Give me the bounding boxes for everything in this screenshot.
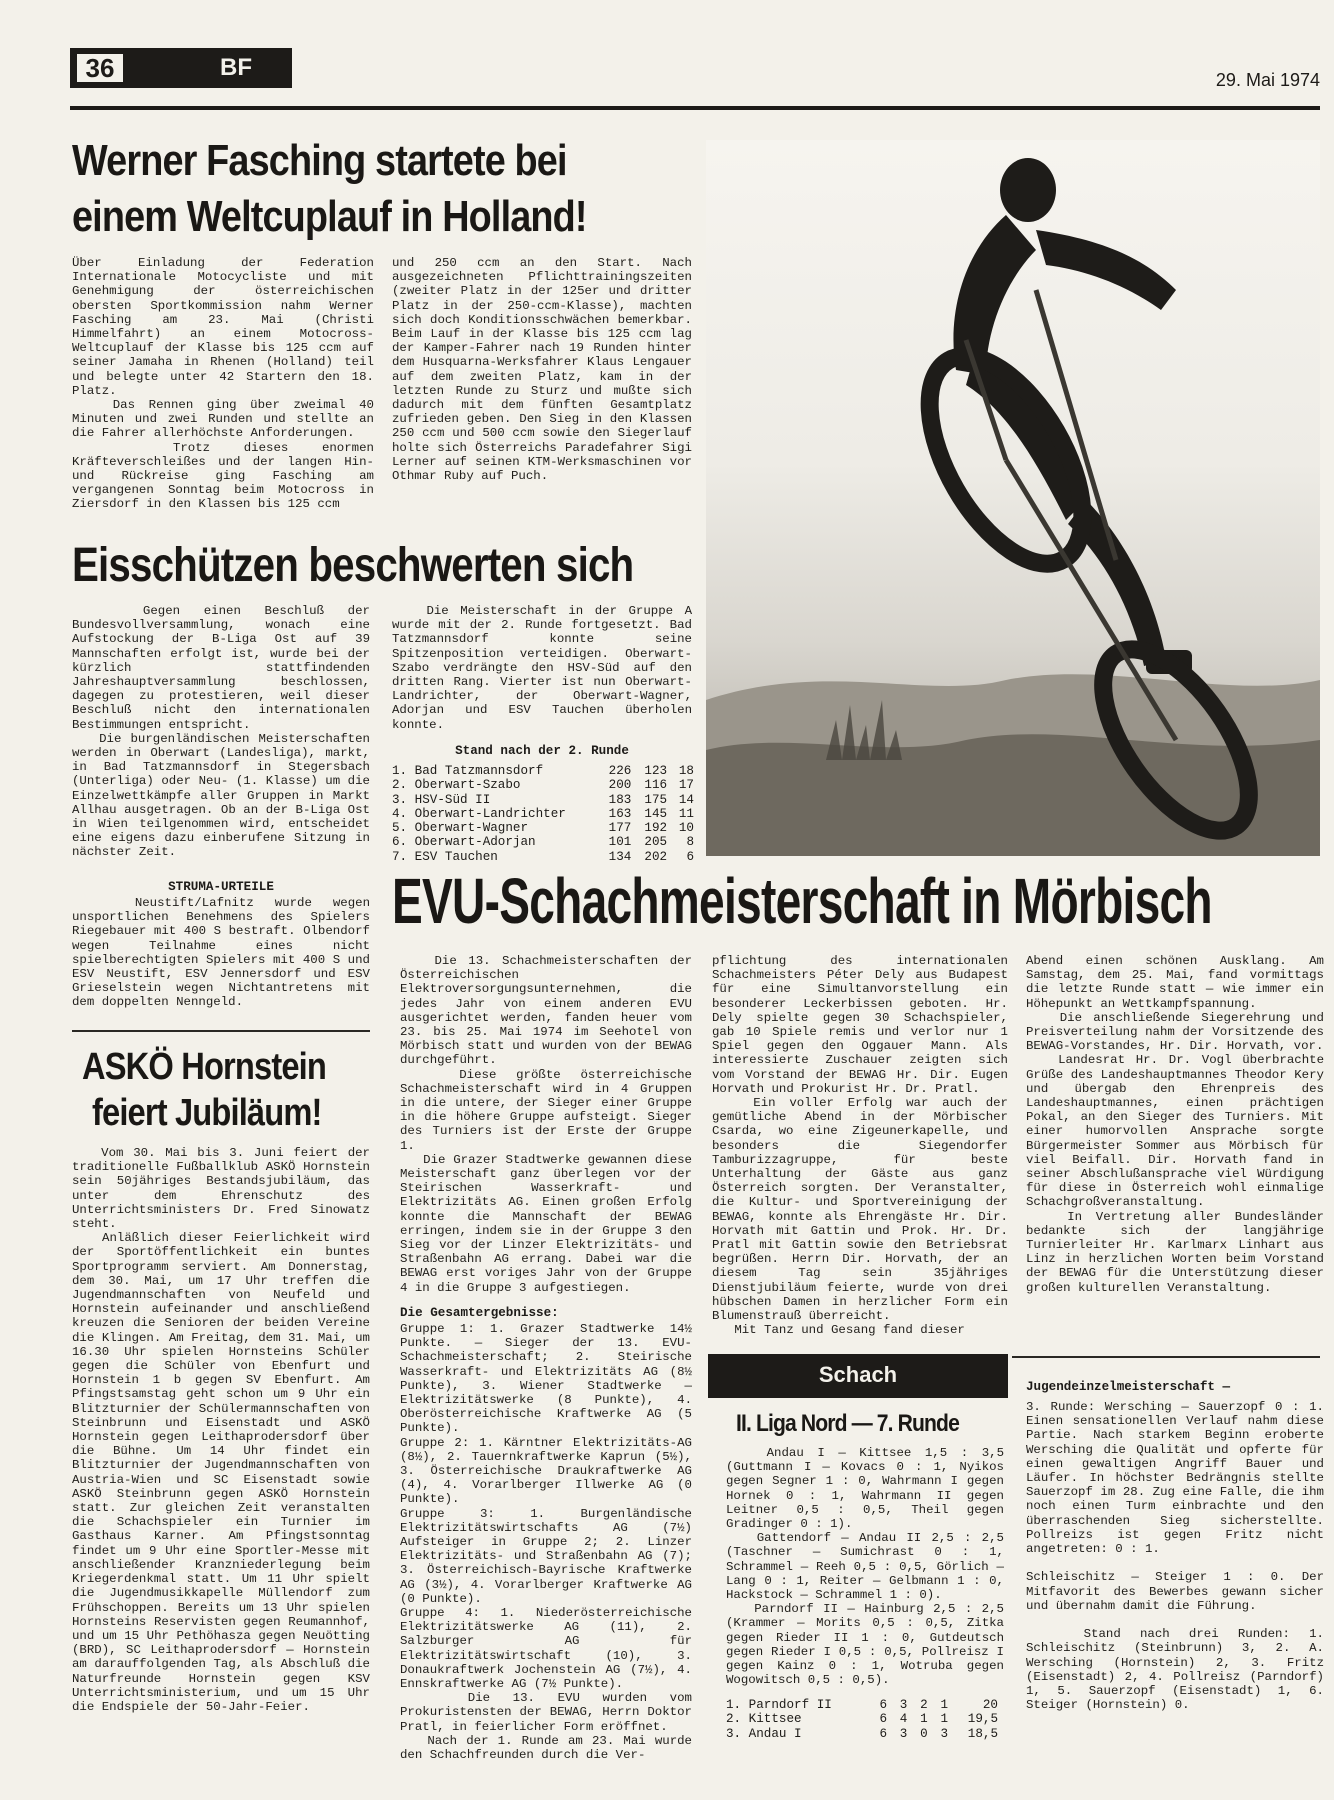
schach-label: Schach: [818, 1362, 898, 1387]
score-cell: 1: [940, 1698, 949, 1712]
team-name: 4. Oberwart-Landrichter: [392, 806, 566, 821]
table-row: [722, 1712, 1002, 1726]
team-name: 1. Parndorf II: [726, 1698, 832, 1712]
evu-headline: EVU-Schachmeisterschaft in Mörbisch: [392, 865, 1212, 937]
team-name: 7. ESV Tauchen: [392, 849, 498, 864]
fasching-col1: Über Einladung der Federation Internationale Motocycliste und mit Genehmigung der österreichischen obersten Sportkommission nahm Werner Fasching am 23. Mai (Christi Himmelfahrt) an einem Motocross-Weltcuplauf der Klasse bis 125 ccm auf seiner Jamaha in Rhenen (Holland) teil und belegte unter 42 Startern den 18. Platz. Das Rennen ging über zweimal 40 Minuten und zwei Runden und stellte an die Fahrer allerhöchste Anforderungen. Trotz dieses enormen Kräfteverschleißes und der langen Hin- und Rückreise ging Fasching am vergangenen Sonntag beim Motocross in Ziersdorf in den Klassen bis 125 ccm: [72, 256, 374, 512]
table-row: [722, 1727, 1002, 1741]
score-cell: 2: [920, 1698, 928, 1712]
askoe-text: Vom 30. Mai bis 3. Juni feiert der traditionelle Fußballklub ASKÖ Hornstein sein 50jähriges Bestandsjubiläum, das unter dem Ehrenschutz des Unterrichtsministers Dr. Fred Sinowatz steht. Anläßlich dieser Feierlichkeit wird der Sportöffentlichkeit ein buntes Sportprogramm serviert. Am Donnerstag, dem 30. Mai, um 17 Uhr treffen die Jugendmannschaften von Neufeld und Hornstein aufeinander und anschließend kreuzen die Senioren der beiden Vereine die Klingen. Am Freitag, dem 31. Mai, um 16.30 Uhr spielen Hornsteins Schüler gegen die Schüler von Ebenfurt und Hornstein 1 b gegen SV Ebenfurt. Am Pfingstsamstag geht schon um 9 Uhr ein Blitzturnier der Schülermannschaften von Steinbrunn und Eisenstadt und ASKÖ Hornstein gegen Leithaprodersdorf über die Bühne. Um 14 Uhr findet ein Blitzturnier der Jugendmannschaften von Austria-Wien und SC Eisenstadt sowie ASKÖ Steinbrunn gegen ASKÖ Hornstein statt. Zur gleichen Zeit veranstalten die Schachspieler ein Turnier im Gasthaus Karner. Am Pfingstsonntag findet um 9 Uhr eine Sportler-Messe mit anschließender Kranzniederlegung beim Kriegerdenkmal statt. Um 11 Uhr spielt die Jugendmusikkapelle Müllendorf zum Frühschoppen. Bereits um 13 Uhr spielen Hornsteins Reservisten gegen Reumannhof, und um 15 Uhr Pethöhasza gegen Neuötting (BRD), SC Leithaprodersdorf — Hornstein am darauffolgenden Tag, als Abschluß die Naturfreunde Hornstein gegen KSV Unterrichtsministerium, und um 15 Uhr die Endspiele der 50-Jahr-Feier.: [72, 1146, 370, 1714]
schach-text: Andau I — Kittsee 1,5 : 3,5 (Guttmann I — Kovacs 0 : 1, Nyikos gegen Segner 1 : 0, Wahrmann I gegen Hornek 0 : 1, Wahrmann II gegen Leitner 0,5 : 0,5, Theil gegen Gradinger 0 : 1). Gattendorf — Andau II 2,5 : 2,5 (Taschner — Sumichrast 0 : 1, Schrammel — Reeh 0,5 : 0,5, Görlich — Lang 0 : 1, Reiter — Gelbmann 1 : 0, Hackstock — Schrammel 1 : 0). Parndorf II — Hainburg 2,5 : 2,5 (Krammer — Morits 0,5 : 0,5, Zitka gegen Rieder II 1 : 0, Gutdeutsch gegen Rieder I 0,5 : 0,5, Pollreisz I gegen Kainz 0 : 1, Wotruba gegen Wogowitsch 0,5 : 0,5).: [726, 1446, 1005, 1688]
jugend-text: 3. Runde: Wersching — Sauerzopf 0 : 1. Einen sensationellen Verlauf nahm diese Partie. Nach starkem Beginn eroberte Wersching die Qualität und opferte für einen gewaltigen Angriff Bauer und Läufer. In höchster Bedrängnis stellte Sauerzopf im 28. Zug eine Falle, die ihm noch einen Turm einbrachte und den überraschenden Sieg sicherstellte. Pollreizs ist gegen Fritz nicht angetreten: 0 : 1. Schleischitz — Steiger 1 : 0. Der Mitfavorit des Bewerbes gewann sicher und übernahm damit die Führung. Stand nach drei Runden: 1. Schleischitz (Steinbrunn) 3, 2. A. Wersching (Hornstein) 2, 3. Fritz (Eisenstadt) 2, 4. Pollreisz (Parndorf) 1, 5. Sauerzopf (Eisenstadt) 1, 6. Steiger (Hornstein) 0.: [1026, 1400, 1324, 1713]
team-name: 2. Oberwart-Szabo: [392, 778, 521, 793]
score-cell: 8: [686, 835, 694, 850]
askoe-headline-1: ASKÖ Hornstein: [82, 1046, 326, 1088]
schach-label-bar: [708, 1354, 1008, 1398]
askoe-headline-2: feiert Jubiläum!: [92, 1092, 322, 1134]
score-cell: 6: [879, 1726, 888, 1741]
struma-subhead: STRUMA-URTEILE: [168, 880, 274, 894]
fasching-col2: und 250 ccm an den Start. Nach ausgezeichneten Pflichttrainingszeiten (zweiter Platz in der 125er und dritter Platz in der 250-ccm-Klasse), machten sich doch Konditionsschwächen bemerkbar. Beim Lauf in der Klasse bis 125 ccm lag der Kamper-Fahrer nach 19 Runden hinter dem Husquarna-Werksfahrer Klaus Lengauer auf dem zweiten Platz, kam in der letzten Runde zu Sturz und mußte sich dadurch mit dem fünften Gesamtplatz zufrieden geben. Den Sieg in den Klassen 250 ccm und 500 ccm sowie den Siegerlauf holte sich Österreichs Paradefahrer Sigi Lerner auf seinen KTM-Werksmaschinen vor Othmar Ruby auf Puch.: [392, 256, 700, 484]
score-cell: 6: [879, 1698, 888, 1712]
score-cell: 10: [678, 821, 694, 836]
schach-box: [708, 1354, 1008, 1760]
score-cell: 202: [644, 849, 668, 864]
score-cell: 123: [644, 764, 668, 778]
team-name: 3. Andau I: [726, 1726, 802, 1741]
score-cell: 18,5: [967, 1726, 998, 1741]
motocross-photo: [706, 140, 1320, 856]
score-cell: 192: [644, 821, 668, 836]
team-name: 5. Oberwart-Wagner: [392, 821, 529, 836]
table-row: [388, 850, 698, 864]
score-cell: 101: [608, 835, 632, 850]
score-cell: 145: [644, 806, 668, 821]
team-name: 2. Kittsee: [726, 1712, 802, 1727]
fasching-headline-2: einem Weltcuplauf in Holland!: [72, 192, 587, 241]
score-cell: 0: [920, 1726, 928, 1741]
table-row: [388, 807, 698, 821]
score-cell: 183: [608, 792, 632, 807]
table-row: [388, 821, 698, 835]
evu-results-head: Die Gesamtergebnisse:: [400, 1306, 559, 1320]
team-name: 6. Oberwart-Adorjan: [392, 835, 536, 850]
score-cell: 1: [920, 1712, 928, 1727]
score-cell: 4: [899, 1712, 908, 1727]
evu-col1: Die 13. Schachmeisterschaften der Österreichischen Elektroversorgungsunternehmen, die jedes Jahr von einem anderen EVU ausgerichtet werden, fanden heuer vom 23. bis 25. Mai 1974 im Seehotel von Mörbisch statt und wurden von der BEWAG durchgeführt. Diese größte österreichische Schachmeisterschaft wird in 4 Gruppen in die untere, der Sieger einer Gruppe in die höhere Gruppe aufsteigt. Sieger des Turniers ist der Erste der Gruppe 1. Die Grazer Stadtwerke gewannen diese Meisterschaft ganz überlegen vor der Steirischen Wasserkraft- und Elektrizitäts AG. Einen großen Erfolg konnte die Mannschaft der BEWAG erringen, indem sie in der Gruppe 3 den Sieg vor der Linzer Elektrizitäts- und Straßenbahn AG errang. Dabei war die BEWAG erst voriges Jahr von der Gruppe 4 in die Gruppe 3 aufgestiegen.: [400, 954, 692, 1295]
team-name: 3. HSV-Süd II: [392, 792, 491, 807]
page-date: 29. Mai 1974: [1215, 70, 1320, 90]
table-row: [388, 778, 698, 792]
score-cell: 1: [940, 1712, 949, 1727]
standings-title: Stand nach der 2. Runde: [455, 744, 629, 758]
score-cell: 14: [678, 792, 694, 807]
score-cell: 19,5: [967, 1712, 998, 1727]
schach-table: [722, 1698, 1002, 1741]
score-cell: 226: [608, 764, 632, 778]
eisschuetzen-headline: Eisschützen beschwerten sich: [72, 539, 634, 592]
evu-col3: Abend einen schönen Ausklang. Am Samstag, dem 25. Mai, fand vormittags die letzte Runde statt — wie immer ein Höhepunkt an Wettkampfspannung. Die anschließende Siegerehrung und Preisverteilung nahm der Vorsitzende des BEWAG-Vorstandes, Hr. Dir. Horvath, vor. Landesrat Hr. Dr. Vogl überbrachte Grüße des Landeshauptmannes Theodor Kery und übergab den Ehrenpreis des Landeshauptmannes, einen prächtigen Pokal, an den Sieger des Turniers. Mit einer humorvollen Ansprache sorgte Bürgermeister Sommer aus Mörbisch für viel Beifall. Dir. Horvath fand in seiner Abschlußansprache viel Würdigung für diese in Österreich wohl einmalige Schachgroßveranstaltung. In Vertretung aller Bundesländer bedankte sich der langjährige Turnierleiter Hr. Karlmarx Linhart aus Linz in herzlichen Worten beim Vorstand der BEWAG für die Unterstützung dieser großen kulturellen Veranstaltung.: [1026, 954, 1325, 1295]
team-name: 1. Bad Tatzmannsdorf: [392, 764, 544, 778]
score-cell: 177: [608, 821, 632, 836]
table-row: [388, 793, 698, 807]
score-cell: 200: [608, 778, 632, 793]
score-cell: 3: [940, 1726, 949, 1741]
section-divider-1: [72, 1030, 370, 1032]
score-cell: 3: [899, 1726, 908, 1741]
struma-text: Neustift/Lafnitz wurde wegen unsportlichen Benehmens des Spielers Riegebauer mit 400 S bestraft. Olbendorf wegen Teilnahme eines nicht spielberechtigten Spielers mit 400 S und ESV Neustift, ESV Jennersdorf und ESV Grieselstein wegen Nichtantretens mit dem doppelten Nenngeld.: [72, 896, 378, 1010]
score-cell: 6: [686, 849, 694, 864]
motocross-rider-icon: [706, 140, 1320, 856]
score-cell: 205: [644, 835, 668, 850]
eisschuetzen-standings: [388, 764, 698, 864]
evu-col2: pflichtung des internationalen Schachmeisters Péter Dely aus Budapest für eine Simultanvorstellung ein besonderer Leckerbissen geboten. Hr. Dely spielte gegen 30 Schachspieler, gab 10 Spiele remis und verlor nur 1 Spiel gegen den Oggauer Mann. Als interessierte Zuschauer zeigten sich vom Vorstand der BEWAG Hr. Dir. Eugen Horvath und Prokurist Hr. Dr. Pratl. Ein voller Erfolg war auch der gemütliche Abend in der Mörbischer Csarda, wo eine Zigeunerkapelle, und besonders die Siegendorfer Tamburizzagruppe, für beste Unterhaltung der Gäste aus ganz Österreich sorgten. Der Veranstalter, die Kultur- und Sportvereinigung der BEWAG, konnte als Ehrengäste Hr. Dir. Horvath mit Gattin und Prok. Hr. Dr. Pratl mit Gattin sowie den Betriebsrat begrüßen. Herrn Dir. Horvath, der an diesem Tag sein 35jähriges Dienstjubiläum feierte, wurde von drei hübschen Damen in herzlicher Form ein Blumenstrauß überreicht. Mit Tanz und Gesang fand dieser: [712, 954, 1008, 1338]
page-number: 36: [74, 51, 126, 85]
table-row: [388, 835, 698, 849]
score-cell: 116: [644, 778, 668, 793]
score-cell: 18: [678, 764, 694, 778]
score-cell: 17: [678, 778, 694, 793]
score-cell: 6: [879, 1712, 888, 1727]
eisschuetzen-col2: Die Meisterschaft in der Gruppe A wurde mit der 2. Runde fortgesetzt. Bad Tatzmannsdorf konnte seine Spitzenposition verteidigen. Oberwart-Szabo verdrängte den HSV-Süd auf den dritten Rang. Vierter ist nun Oberwart-Landrichter, der Oberwart-Wagner, Adorjan und ESV Tauchen überholen konnte.: [392, 604, 700, 732]
jugend-divider: [1012, 1356, 1320, 1358]
table-row: [722, 1698, 1002, 1712]
header-rule: [70, 106, 1320, 110]
schach-title: II. Liga Nord — 7. Runde: [736, 1410, 959, 1437]
fasching-headline-1: Werner Fasching startete bei: [72, 136, 567, 185]
score-cell: 163: [608, 806, 632, 821]
score-cell: 20: [982, 1698, 998, 1712]
eisschuetzen-col1: Gegen einen Beschluß der Bundesvollversammlung, wonach eine Aufstockung der B-Liga Ost auf 39 Mannschaften erfolgt ist, wurde bei der kürzlich stattfindenden Jahreshauptversammlung beschlossen, dagegen zu protestieren, weil dieser Beschluß nicht den internationalen Bestimmungen entspricht. Die burgenländischen Meisterschaften werden in Oberwart (Landesliga), markt, in Bad Tatzmannsdorf in Stegersbach (Unterliga) oder Neu- (1. Klasse) um die Einzelwettkämpfe aller Gruppen in Markt Allhau ausgetragen. Ob an der B-Liga Ost in Wien teilgenommen wird, entscheidet eine eigens dazu einberufene Sitzung in nächster Zeit.: [72, 604, 370, 860]
page-number-badge: [70, 48, 292, 88]
score-cell: 134: [608, 849, 632, 864]
table-row: [388, 764, 698, 778]
evu-results: Gruppe 1: 1. Grazer Stadtwerke 14½ Punkte. — Sieger der 13. EVU-Schachmeisterschaft; 2. Steirische Wasserkraft- und Elektrizitäts AG (8½ Punkte), 3. Wiener Stadtwerke — Elektrizitätswerke (8 Punkte), 4. Oberösterreichische Kraftwerke AG (5 Punkte). Gruppe 2: 1. Kärntner Elektrizitäts-AG (8½), 2. Tauernkraftwerke Kaprun (5½), 3. Österreichische Draukraftwerke AG (4), 4. Vorarlberger Illwerke AG (0 Punkte). Gruppe 3: 1. Burgenländische Elektrizitätswirtschafts AG (7½) Aufsteiger in Gruppe 2; 2. Linzer Elektrizitäts- und Straßenbahn AG (7); 3. Österreichisch-Bayrische Kraftwerke AG (3½), 4. Vorarlberger Kraftwerke AG (0 Punkte). Gruppe 4: 1. Niederösterreichische Elektrizitätswerke AG (11), 2. Salzburger AG für Elektrizitätswirtschaft (10), 3. Donaukraftwerk Jochenstein AG (7½), 4. Ennskraftwerke AG (7½ Punkte). Die 13. EVU wurden vom Prokuristensten der BEWAG, Herrn Doktor Pratl, in feierlicher Form eröffnet. Nach der 1. Runde am 23. Mai wurde den Schachfreunden durch die Ver-: [400, 1322, 692, 1763]
section-label: BF: [220, 54, 252, 81]
score-cell: 11: [678, 806, 694, 821]
score-cell: 3: [899, 1698, 908, 1712]
score-cell: 175: [644, 792, 668, 807]
jugend-title: Jugendeinzelmeisterschaft —: [1026, 1380, 1231, 1394]
